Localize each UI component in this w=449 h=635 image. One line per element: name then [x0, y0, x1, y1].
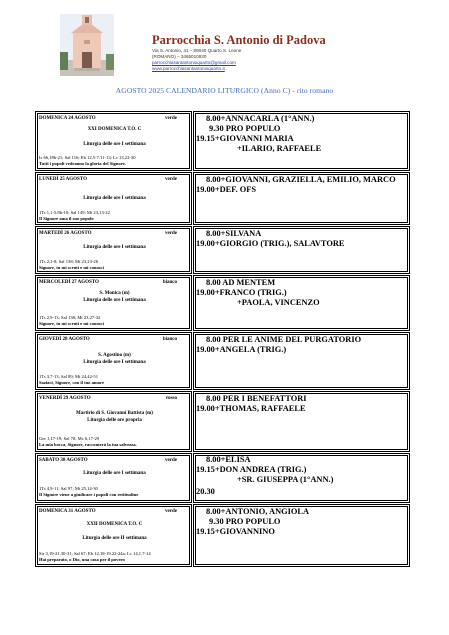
psalm-refrain: Il Signore viene a giudicare i popoli con rettitudine	[39, 492, 139, 497]
psalm-refrain: Tutti i popoli vedranno la gloria del Signore.	[39, 161, 126, 166]
mass-intention: 20.30	[196, 487, 215, 496]
liturgy-cell	[35, 504, 192, 567]
office-week: Liturgia delle ore I settimana	[83, 245, 146, 250]
mass-intention: 8.00 PER I BENEFATTORI	[206, 394, 307, 403]
mass-intentions-cell	[193, 332, 410, 390]
liturgical-color: bianco	[162, 337, 177, 342]
liturgical-color: verde	[165, 231, 177, 236]
office-week: Liturgia delle ore II settimana	[82, 536, 147, 541]
liturgical-color: rosso	[165, 396, 177, 401]
day-row	[35, 111, 410, 171]
mass-intention: 9.30 PRO POPULO	[209, 517, 281, 526]
feast-name: XXI DOMENICA T.O. C	[87, 127, 142, 132]
parish-address: Via S. Antonio, 41 – 89040 Quarto S. Leone	[152, 48, 242, 53]
mass-intention: 19.00+DEF. OFS	[196, 185, 257, 194]
mass-intention: 8.00+GIOVANNI, GRAZIELLA, EMILIO, MARCO	[206, 175, 396, 184]
psalm-refrain: Signore, tu mi scruti e mi conosci	[39, 265, 104, 270]
mass-intention: 19.00+ANGELA (TRIG.)	[196, 345, 287, 354]
mass-intentions-cell	[193, 391, 410, 452]
psalm-refrain: La mia bocca, Signore, racconterà la tua salvezza.	[39, 442, 137, 447]
feast-name: S. Agostino (m)	[98, 353, 131, 358]
mass-intention: 19.00+GIORGIO (TRIG.), SALAVTORE	[196, 239, 345, 248]
feast-name: XXII DOMENICA T.O. C	[86, 522, 143, 527]
liturgical-color: verde	[165, 458, 177, 463]
mass-intentions-cell	[193, 172, 410, 225]
readings: 1Ts 2,9-13; Sal 138; Mt 23,27-32	[39, 315, 101, 320]
mass-intentions-cell	[193, 111, 410, 171]
mass-intention: 8.00+SILVANA	[206, 229, 262, 238]
parish-phone: (ROMANO) – 3465010930	[152, 54, 207, 60]
readings: Sir 3,19-21.30-31; Sal 67; Eb 12,18-19.22-24a; Lc 14,1.7-14	[39, 551, 151, 556]
day-row	[35, 391, 410, 452]
liturgical-color: verde	[165, 509, 177, 514]
psalm-refrain: Il Signore ama il suo popolo	[39, 216, 94, 221]
parish-name: Parrocchia S. Antonio di Padova	[152, 33, 326, 47]
day-date: DOMENICA 24 AGOSTO	[39, 116, 96, 121]
liturgy-cell	[35, 391, 192, 452]
mass-intention: 8.00 AD MENTEM	[206, 278, 276, 287]
mass-intention: 19.15+DON ANDREA (TRIG.)	[196, 465, 307, 474]
mass-intentions-cell	[193, 226, 410, 274]
liturgy-cell	[35, 111, 192, 171]
liturgical-color: verde	[165, 177, 177, 182]
liturgical-color: bianco	[162, 280, 177, 285]
day-row	[35, 332, 410, 390]
readings: Is 66,18b-21; Sal 116; Eb 12,5-7.11-13; Lc 13,22-30	[39, 155, 136, 160]
mass-intention: 8.00+ELISA	[206, 455, 251, 464]
mass-intention: 8.00+ANTONIO, ANGIOLA	[206, 507, 310, 516]
feast-name: Martirio di S. Giovanni Battista (m)	[76, 411, 153, 416]
office-week: Liturgia delle ore propria	[87, 418, 142, 423]
liturgy-cell	[35, 172, 192, 225]
day-row	[35, 172, 410, 225]
liturgy-cell	[35, 332, 192, 390]
psalm-refrain: Signore, tu mi scruti e mi conosci	[39, 321, 104, 326]
readings: 1Ts 2,1-8; Sal 138; Mt 23,23-26	[39, 259, 99, 264]
day-row	[35, 275, 410, 331]
day-date: DOMENICA 31 AGOSTO	[39, 509, 96, 514]
day-date: VENERDÌ 29 AGOSTO	[39, 396, 91, 401]
mass-intention: 9.30 PRO POPULO	[209, 124, 281, 133]
liturgy-cell	[35, 226, 192, 274]
mass-intention: 19.00+THOMAS, RAFFAELE	[196, 404, 306, 413]
mass-intention: 19.00+FRANCO (TRIG.)	[196, 288, 287, 297]
mass-intention: 19.15+GIOVANNI MARIA	[196, 134, 294, 143]
psalm-refrain: Hai preparato, o Dio, una casa per il povero	[39, 557, 125, 562]
office-week: Liturgia delle ore I settimana	[83, 142, 146, 147]
office-week: Liturgia delle ore I settimana	[83, 471, 146, 476]
day-date: LUNEDÌ 25 AGOSTO	[39, 177, 87, 182]
day-date: GIOVEDÌ 28 AGOSTO	[39, 337, 90, 342]
office-week: Liturgia delle ore I settimana	[83, 360, 146, 365]
day-date: SABATO 30 AGOSTO	[39, 458, 88, 463]
mass-intention: +PAOLA, VINCENZO	[237, 298, 320, 307]
liturgical-color: verde	[165, 116, 177, 121]
mass-intention: +ILARIO, RAFFAELE	[237, 144, 322, 153]
readings: 1Ts 4,9-11; Sal 97; Mt 25,14-30	[39, 486, 98, 491]
parish-header	[60, 14, 360, 78]
office-week: Liturgia delle ore I settimana	[83, 298, 146, 303]
mass-intentions-cell	[193, 453, 410, 503]
mass-intention: 8.00+ANNACARLA (1°ANN.)	[206, 114, 315, 123]
readings: 1Ts 1,1-5.8b-10; Sal 149; Mt 23,13-22	[39, 210, 110, 215]
parish-email-link[interactable]: parrocchiasantantonioquarto@gmail.com	[152, 60, 236, 66]
readings: Ger 1,17-19; Sal 70; Mc 6,17-29	[39, 436, 100, 441]
day-row	[35, 453, 410, 503]
feast-name: S. Monica (m)	[99, 291, 130, 296]
calendar-title: AGOSTO 2025 CALENDARIO LITURGICO (Anno C) - rito romano	[115, 86, 334, 95]
readings: 1Ts 3,7-13; Sal 89; Mt 24,42-51	[39, 374, 99, 379]
mass-intention: 8.00 PER LE ANIME DEL PURGATORIO	[206, 335, 362, 344]
day-date: MERCOLEDÌ 27 AGOSTO	[39, 280, 99, 285]
mass-intentions-cell	[193, 504, 410, 567]
liturgy-cell	[35, 275, 192, 331]
psalm-refrain: Saziaci, Signore, con il tuo amore	[39, 380, 105, 385]
parish-info	[152, 33, 392, 72]
day-row	[35, 504, 410, 567]
day-date: MARTEDÌ 26 AGOSTO	[39, 231, 92, 236]
liturgy-cell	[35, 453, 192, 503]
mass-intentions-cell	[193, 275, 410, 331]
day-row	[35, 226, 410, 274]
parish-website-link[interactable]: www.parrocchiasantantonioquarto.it	[152, 66, 225, 72]
mass-intention: 19.15+GIOVANNINO	[196, 527, 275, 536]
office-week: Liturgia delle ore I settimana	[83, 196, 146, 201]
church-image	[60, 14, 114, 76]
mass-intention: +SR. GIUSEPPA (1°ANN.)	[237, 475, 334, 484]
